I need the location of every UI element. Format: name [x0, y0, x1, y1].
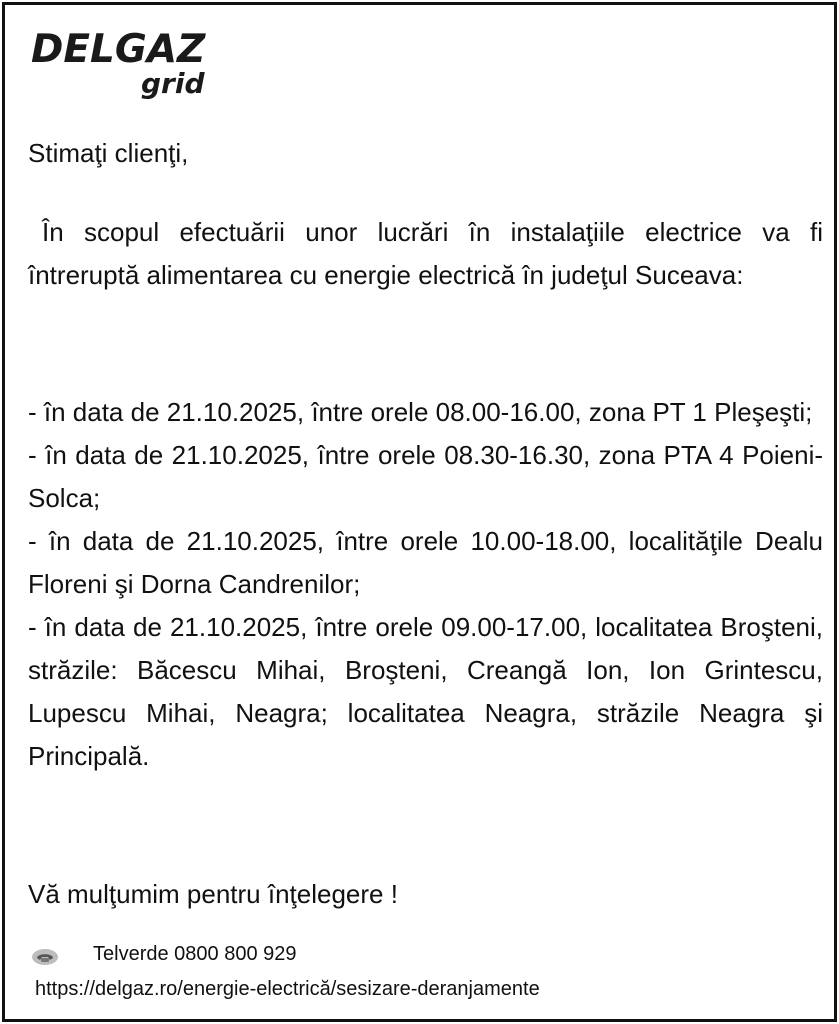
greeting: Stimaţi clienţi,: [28, 138, 189, 168]
outage-item: - în data de 21.10.2025, între orele 09.00-17.00, localitatea Broşteni, străzile: Băcescu Mihai, Broşteni, Creangă Ion, Ion Grintescu, Lupescu Mihai, Neagra; localitatea Neagra, străzile Neagra şi Principală.: [28, 612, 823, 771]
outage-item: - în data de 21.10.2025, între orele 08.30-16.30, zona PTA 4 Poieni-Solca;: [28, 440, 823, 513]
report-url[interactable]: https://delgaz.ro/energie-electrică/sesizare-deranjamente: [35, 978, 540, 1000]
outage-item: - în data de 21.10.2025, între orele 10.00-18.00, localităţile Dealu Floreni şi Dorna Candrenilor;: [28, 526, 823, 599]
phone-number: Telverde 0800 800 929: [93, 943, 297, 965]
thanks-line: Vă mulţumim pentru înţelegere !: [28, 879, 398, 909]
delgaz-grid-logo: [31, 27, 221, 103]
intro-paragraph: În scopul efectuării unor lucrări în instalaţiile electrice va fi întreruptă alimentarea cu energie electrică în judeţul Suceava:: [28, 217, 823, 290]
logo-sub-text: grid: [141, 67, 205, 100]
outage-item: - în data de 21.10.2025, între orele 08.00-16.00, zona PT 1 Pleşeşti;: [28, 397, 813, 427]
phone-contact: [31, 939, 297, 969]
notice-frame: [2, 2, 837, 1022]
telephone-icon: [31, 945, 59, 963]
logo-main-text: DELGAZ: [31, 27, 206, 72]
outage-list: [28, 391, 823, 778]
